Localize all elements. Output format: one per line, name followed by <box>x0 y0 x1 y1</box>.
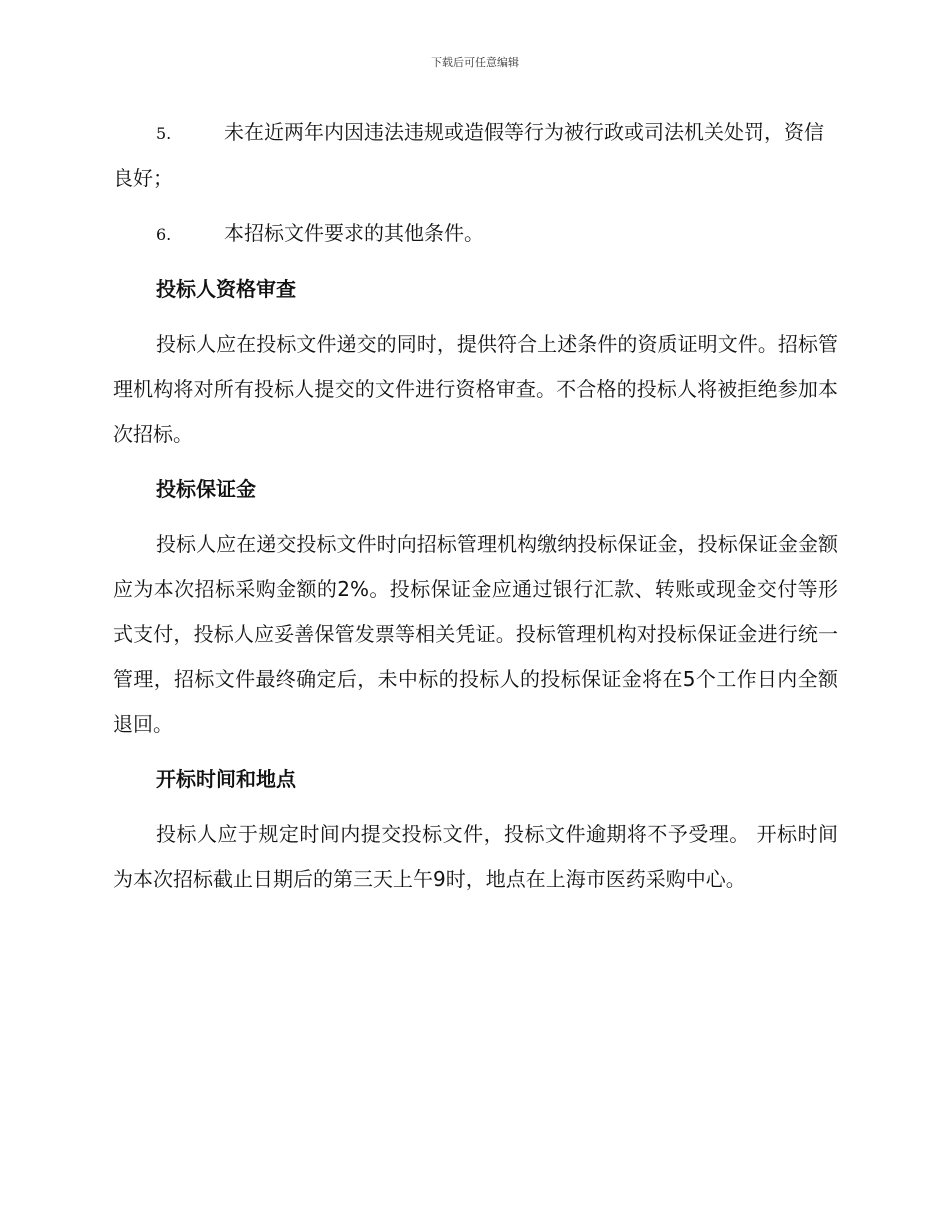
list-item-text: 本招标文件要求的其他条件。 <box>224 221 484 245</box>
list-item-text: 未在近两年内因违法违规或造假等行为被行政或司法机关处罚，资信良好； <box>113 120 824 190</box>
list-item <box>113 110 838 201</box>
section-paragraph-bid-bond: 投标人应在递交投标文件时向招标管理机构缴纳投标保证金，投标保证金金额应为本次招标采购金额的2%。投标保证金应通过银行汇款、转账或现金交付等形式支付，投标人应妥善保管发票等相关凭证。投标管理机构对投标保证金进行统一管理，招标文件最终确定后，未中标的投标人的投标保证金将在5个工作日内全额退回。 <box>113 532 838 736</box>
list-item-number: 6. <box>156 225 172 244</box>
section-heading-bid-bond: 投标保证金 <box>156 477 256 501</box>
section-heading-qualification-review: 投标人资格审查 <box>156 277 296 301</box>
section-heading-opening-time-place: 开标时间和地点 <box>156 767 296 791</box>
document-body <box>113 110 838 912</box>
section-paragraph-qualification-review: 投标人应在投标文件递交的同时，提供符合上述条件的资质证明文件。招标管理机构将对所有投标人提交的文件进行资格审查。不合格的投标人将被拒绝参加本次招标。 <box>113 332 838 446</box>
section-paragraph-opening-time-place: 投标人应于规定时间内提交投标文件，投标文件逾期将不予受理。 开标时间为本次招标截止日期后的第三天上午9时，地点在上海市医药采购中心。 <box>113 822 838 891</box>
page-header: 下载后可任意编辑 <box>431 56 519 69</box>
list-item-number: 5. <box>156 124 172 143</box>
list-item <box>113 211 838 257</box>
